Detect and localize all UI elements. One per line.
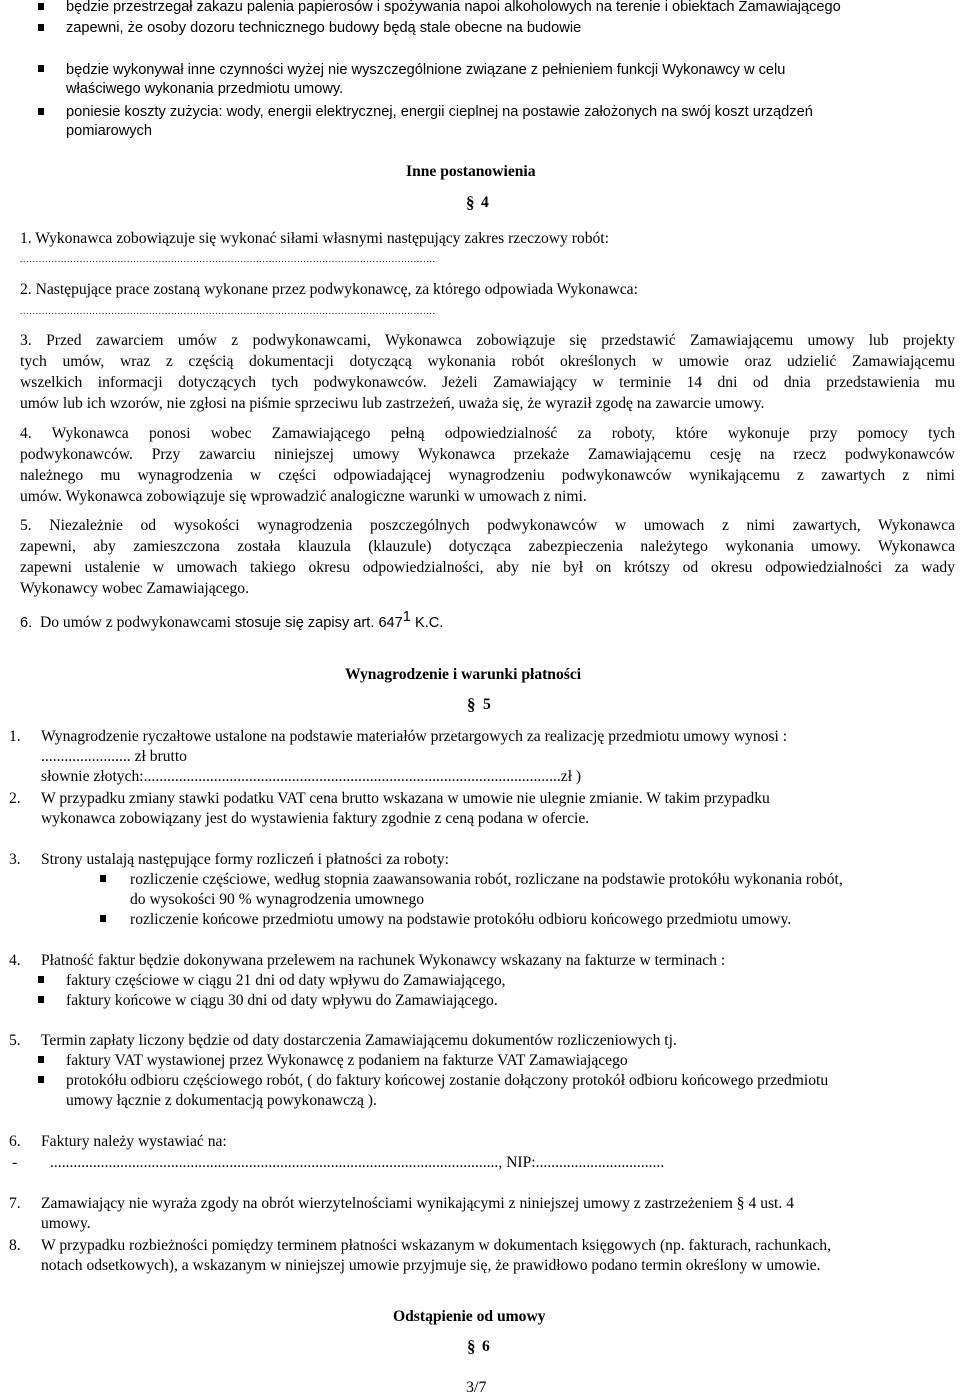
list-item-continuation: właściwego wykonania przedmiotu umowy.: [66, 81, 344, 97]
paragraph-number: 7.: [9, 1195, 21, 1212]
invoice-details-line: ..................................................................................................................., NIP:.................................: [50, 1154, 665, 1171]
paragraph: 2. Następujące prace zostaną wykonane przez podwykonawcę, za którego odpowiada Wykonawca:: [20, 281, 638, 298]
list-item-continuation: do wysokości 90 % wynagrodzenia umownego: [130, 891, 425, 908]
fill-line: ....................................................................................................................................: [20, 254, 436, 264]
bullet-icon: [38, 996, 44, 1003]
list-item: poniesie koszty zużycia: wody, energii elektrycznej, energii cieplnej na postawie założonych na swój koszt urządzeń: [66, 104, 813, 120]
section-number: 5: [483, 696, 491, 713]
fill-line: ....................................................................................................................................: [20, 306, 436, 316]
page-number: 3/7: [466, 1379, 487, 1396]
list-item: faktury końcowe w ciągu 30 dni od daty wpływu do Zamawiającego.: [66, 992, 498, 1009]
paragraph-line: umów lub ich wzorów, nie zgłosi na piśmie sprzeciwu lub zastrzeżeń, uważa się, że wyraził zgodę na zawarcie umowy.: [20, 395, 765, 412]
paragraph-number: 1.: [9, 728, 21, 745]
paragraph: Zamawiający nie wyraża zgody na obrót wierzytelnościami wynikającymi z niniejszej umowy z zastrzeżeniem § 4 ust. 4: [41, 1195, 794, 1212]
paragraph-line: tych umów, wraz z częścią dokumentacji dotyczącą wykonania robót określonych w umowie oraz udzielić Zamawiającemu: [20, 353, 955, 370]
paragraph-line: Wykonawcy wobec Zamawiającego.: [20, 580, 249, 597]
list-item: protokółu odbioru częściowego robót, ( do faktury końcowej zostanie dołączony protokół odbioru końcowego przedmiotu: [66, 1072, 829, 1089]
paragraph-line: wykonawca zobowiązany jest do wystawienia faktury zgodnie z ceną podana w ofercie.: [41, 810, 590, 827]
list-item: rozliczenie końcowe przedmiotu umowy na podstawie protokółu odbioru końcowego przedmiotu umowy.: [130, 911, 792, 928]
section-symbol: §: [466, 193, 475, 212]
section-heading: Inne postanowienia: [406, 163, 536, 180]
paragraph: 1. Wykonawca zobowiązuje się wykonać siłami własnymi następujący zakres rzeczowy robót:: [20, 230, 609, 247]
paragraph: 3. Przed zawarciem umów z podwykonawcami, Wykonawca zobowiązuje się przedstawić Zamawiającemu umowy lub projekty: [20, 332, 955, 349]
superscript: 1: [402, 609, 411, 625]
bullet-icon: [38, 3, 44, 10]
paragraph: Termin zapłaty liczony będzie od daty dostarczenia Zamawiającemu dokumentów rozliczeniowych tj.: [41, 1032, 677, 1049]
paragraph-line: podwykonawców. Przy zawarciu niniejszej umowy Wykonawca przekaże Zamawiającemu cesję na rzecz podwykonawców: [20, 446, 955, 463]
paragraph-line: notach odsetkowych), a wskazanym w niniejszej umowie przyjmuje się, że prawidłowo podano termin określony w umowie.: [41, 1257, 821, 1274]
paragraph-line: wszelkich informacji dotyczących tych podwykonawców. Jeżeli Zamawiający w terminie 14 dni od dnia przedstawienia mu: [20, 374, 955, 391]
paragraph-line: umów. Wykonawca zobowiązuje się wprowadzić analogiczne warunki w umowach z nimi.: [20, 488, 587, 505]
list-item: rozliczenie częściowe, według stopnia zaawansowania robót, rozliczane na podstawie protokółu wykonania robót,: [130, 871, 843, 888]
list-item: będzie wykonywał inne czynności wyżej nie wyszczególnione związane z pełnieniem funkcji Wykonawcy w celu: [66, 62, 786, 78]
amount-words-line: słownie złotych:...........................................................................................................zł ): [41, 768, 582, 785]
paragraph-text: stosuje się zapisy art. 647: [234, 615, 403, 632]
bullet-icon: [100, 915, 106, 922]
paragraph-number: 2.: [9, 790, 21, 807]
paragraph: Wynagrodzenie ryczałtowe ustalone na podstawie materiałów przetargowych za realizację przedmiotu umowy wynosi :: [41, 728, 788, 745]
paragraph-number: 5.: [9, 1032, 21, 1049]
paragraph-number: 6.: [9, 1133, 21, 1150]
paragraph: 4. Wykonawca ponosi wobec Zamawiającego pełną odpowiedzialność za roboty, które wykonuje przy pomocy tych: [20, 425, 955, 442]
paragraph-number: 6.: [20, 615, 33, 632]
paragraph: Strony ustalają następujące formy rozliczeń i płatności za roboty:: [41, 851, 449, 868]
section-symbol: §: [467, 695, 476, 714]
bullet-icon: [38, 1076, 44, 1083]
paragraph: Płatność faktur będzie dokonywana przelewem na rachunek Wykonawcy wskazany na fakturze w terminach :: [41, 952, 726, 969]
paragraph-line: zapewni ustalenie w umowach takiego okresu odpowiedzialności, aby nie był on krótszy od okresu odpowiedzialności za wady: [20, 559, 955, 576]
paragraph: [20, 608, 443, 633]
section-symbol: §: [467, 1337, 476, 1356]
paragraph-number: 8.: [9, 1237, 21, 1254]
paragraph: W przypadku rozbieżności pomiędzy terminem płatności wskazanym w dokumentach księgowych (np. fakturach, rachunkach,: [41, 1237, 831, 1254]
bullet-icon: [38, 976, 44, 983]
bullet-icon: [38, 24, 44, 31]
list-item-continuation: pomiarowych: [66, 123, 152, 139]
paragraph-number: 4.: [9, 952, 21, 969]
bullet-icon: [38, 1056, 44, 1063]
amount-line: ....................... zł brutto: [41, 748, 187, 765]
paragraph-line: zapewni, aby zamieszczona została klauzula (klauzule) dotycząca zabezpieczenia należytego wykonania umowy. Wykonawca: [20, 538, 955, 555]
dash-marker: -: [12, 1154, 18, 1171]
bullet-icon: [38, 108, 44, 115]
paragraph: 5. Niezależnie od wysokości wynagrodzenia poszczególnych podwykonawców w umowach z nimi zawartych, Wykonawca: [20, 517, 955, 534]
paragraph-text: Do umów z podwykonawcami: [39, 614, 231, 632]
list-item: faktury częściowe w ciągu 21 dni od daty wpływu do Zamawiającego,: [66, 972, 506, 989]
section-heading: Odstąpienie od umowy: [393, 1308, 546, 1325]
bullet-icon: [100, 875, 106, 882]
paragraph: Faktury należy wystawiać na:: [41, 1133, 227, 1150]
list-item: faktury VAT wystawionej przez Wykonawcę z podaniem na fakturze VAT Zamawiającego: [66, 1052, 628, 1069]
list-item: zapewni, że osoby dozoru technicznego budowy będą stale obecne na budowie: [66, 20, 582, 36]
list-item: będzie przestrzegał zakazu palenia papierosów i spożywania napoi alkoholowych na terenie i obiektach Zamawiającego: [66, 0, 841, 15]
section-number: 4: [481, 194, 489, 211]
paragraph-text: K.C.: [410, 615, 444, 632]
paragraph: W przypadku zmiany stawki podatku VAT cena brutto wskazana w umowie nie ulegnie zmianie. W takim przypadku: [41, 790, 770, 807]
list-item-continuation: umowy łącznie z dokumentacją powykonawczą ).: [66, 1092, 377, 1109]
paragraph-number: 3.: [9, 851, 21, 868]
section-heading: Wynagrodzenie i warunki płatności: [345, 666, 582, 683]
bullet-icon: [38, 65, 44, 72]
section-number: 6: [482, 1338, 490, 1355]
paragraph-line: należnego mu wynagrodzenia w części odpowiadającej wynagrodzeniu podwykonawców wynikającemu z zawartych z nimi: [20, 467, 955, 484]
paragraph-line: umowy.: [41, 1215, 91, 1232]
